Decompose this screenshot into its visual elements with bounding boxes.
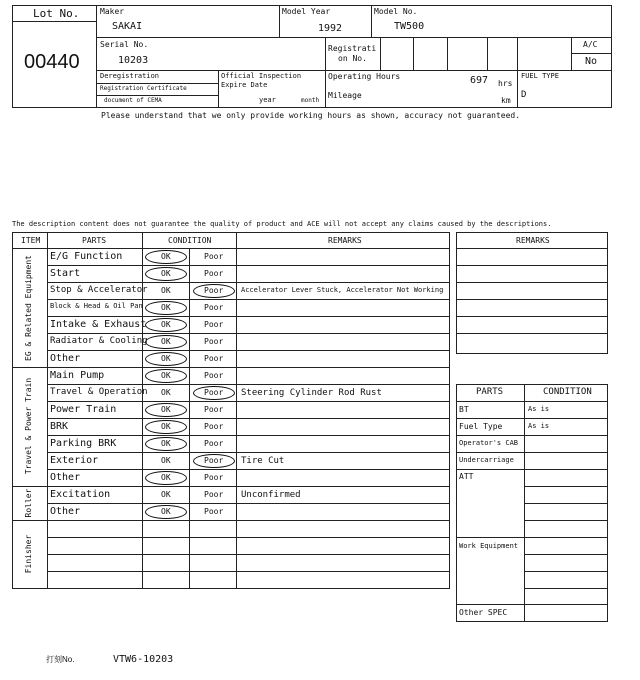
ok-label: OK: [161, 354, 171, 363]
poor-circle-mark: [193, 454, 235, 468]
col-remarks-header: REMARKS: [328, 236, 362, 245]
model-year-value: 1992: [318, 23, 343, 34]
poor-label: Poor: [204, 405, 224, 414]
col-parts-header: PARTS: [82, 236, 107, 245]
operating-hours-label: Operating Hours: [328, 72, 401, 81]
group-label-finisher: Finisher: [24, 534, 33, 574]
condition-header: CONDITION: [543, 387, 592, 397]
ok-label: OK: [161, 286, 171, 295]
table-row-part: Other: [50, 506, 81, 517]
ok-label: OK: [161, 490, 171, 499]
stamp-value: VTW6-10203: [113, 654, 174, 665]
ok-circle-mark: [145, 352, 187, 366]
poor-label: Poor: [204, 320, 224, 329]
ok-circle-mark: [145, 267, 187, 281]
ok-label: OK: [161, 405, 171, 414]
table-row-part: Exterior: [50, 455, 99, 466]
poor-label: Poor: [204, 354, 224, 363]
fuel-type-value: D: [521, 90, 527, 100]
table-row-part: E/G Function: [50, 251, 123, 262]
poor-label: Poor: [204, 473, 224, 482]
stamp-label: 打刻No.: [46, 655, 75, 664]
remarks-table: [456, 232, 608, 354]
deregistration-label: Deregistration: [100, 72, 160, 80]
ac-label: A/C: [583, 40, 598, 49]
table-row-part: Travel & Operation: [50, 387, 148, 397]
operating-hours-value: 697: [470, 75, 489, 86]
work-equipment-label: Work Equipment: [459, 542, 519, 550]
model-no-value: TW500: [394, 21, 425, 32]
poor-label: Poor: [204, 490, 224, 499]
right-part-4: ATT: [459, 472, 474, 481]
table-row-part: Intake & Exhaust: [50, 319, 147, 330]
table-row-part: Other: [50, 353, 81, 364]
ok-circle-mark: [145, 335, 187, 349]
col-item-header: ITEM: [21, 236, 41, 245]
poor-label: Poor: [204, 303, 224, 312]
mileage-label: Mileage: [328, 91, 362, 100]
group-label-roller: Roller: [24, 488, 33, 518]
ok-label: OK: [161, 371, 171, 380]
ok-circle-mark: [145, 505, 187, 519]
group-label-eg: EG & Related Equipment: [24, 255, 33, 361]
notice-text: Please understand that we only provide working hours as shown, accuracy not guaranteed.: [101, 111, 521, 120]
table-row-part: Radiator & Cooling: [50, 336, 148, 346]
serial-label: Serial No.: [100, 40, 149, 49]
lot-label: Lot No.: [33, 7, 80, 20]
ok-label: OK: [161, 456, 171, 465]
ok-label: OK: [161, 269, 171, 278]
cema-label: document of CEMA: [104, 97, 162, 104]
other-spec-label: Other SPEC: [459, 608, 508, 617]
parts-header: PARTS: [476, 387, 504, 397]
ok-label: OK: [161, 252, 171, 261]
maker-value: SAKAI: [112, 21, 143, 32]
ok-circle-mark: [145, 403, 187, 417]
fuel-type-label: FUEL TYPE: [521, 72, 559, 80]
poor-label: Poor: [204, 388, 224, 397]
ok-label: OK: [161, 303, 171, 312]
poor-label: Poor: [204, 507, 224, 516]
ok-circle-mark: [145, 471, 187, 485]
poor-label: Poor: [204, 286, 224, 295]
ok-label: OK: [161, 422, 171, 431]
remarks-header: REMARKS: [516, 236, 550, 245]
ok-circle-mark: [145, 301, 187, 315]
ok-label: OK: [161, 337, 171, 346]
poor-label: Poor: [204, 252, 224, 261]
table-row-part: Block & Head & Oil Pan: [50, 302, 143, 310]
poor-label: Poor: [204, 337, 224, 346]
table-row-remark: Tire Cut: [241, 456, 285, 466]
ok-label: OK: [161, 320, 171, 329]
right-condition-0: As is: [528, 405, 550, 413]
poor-circle-mark: [193, 386, 235, 400]
ac-value: No: [585, 56, 598, 67]
group-label-travel: Travel & Power Train: [24, 377, 33, 475]
ok-circle-mark: [145, 420, 187, 434]
table-row-part: Start: [50, 268, 81, 279]
km-label: km: [501, 96, 511, 105]
table-row-part: Other: [50, 472, 81, 483]
poor-label: Poor: [204, 422, 224, 431]
hrs-label: hrs: [498, 79, 513, 88]
poor-label: Poor: [204, 439, 224, 448]
right-part-2: Operator's CAB: [459, 439, 519, 447]
ok-label: OK: [161, 473, 171, 482]
table-row-part: Parking BRK: [50, 438, 117, 449]
disclaimer-text: The description content does not guarantee the quality of product and ACE will not accept any claims caused by the descriptions.: [12, 220, 552, 228]
ok-label: OK: [161, 439, 171, 448]
poor-label: Poor: [204, 456, 224, 465]
ok-circle-mark: [145, 369, 187, 383]
serial-value: 10203: [118, 55, 149, 66]
table-row-part: Power Train: [50, 404, 117, 415]
right-condition-1: As is: [528, 422, 550, 430]
right-part-3: Undercarriage: [459, 456, 514, 464]
registration-label-2: on No.: [338, 54, 367, 63]
ok-label: OK: [161, 507, 171, 516]
ok-circle-mark: [145, 250, 187, 264]
ok-circle-mark: [145, 437, 187, 451]
ok-label: OK: [161, 388, 171, 397]
ok-circle-mark: [145, 318, 187, 332]
table-row-part: Stop & Accelerator: [50, 285, 148, 295]
table-row-remark: Steering Cylinder Rod Rust: [241, 388, 382, 398]
table-row-part: Excitation: [50, 489, 111, 500]
right-part-1: Fuel Type: [459, 422, 503, 431]
inspection-label-2: Expire Date: [221, 81, 268, 89]
poor-label: Poor: [204, 371, 224, 380]
inspection-label-1: Official Inspection: [221, 72, 302, 80]
registration-label-1: Registrati: [328, 44, 377, 53]
right-part-0: BT: [459, 405, 469, 414]
lot-number: 00440: [24, 51, 80, 73]
table-row-part: BRK: [50, 421, 69, 432]
col-condition-header: CONDITION: [168, 236, 212, 245]
table-row-part: Main Pump: [50, 370, 105, 381]
month-label: month: [301, 97, 320, 104]
model-year-label: Model Year: [282, 7, 331, 16]
table-row-remark: Accelerator Lever Stuck, Accelerator Not Working: [241, 286, 444, 294]
poor-circle-mark: [193, 284, 235, 298]
table-row-remark: Unconfirmed: [241, 490, 301, 500]
year-label: year: [259, 96, 276, 104]
registration-certificate-label: Registration Certificate: [100, 85, 187, 92]
poor-label: Poor: [204, 269, 224, 278]
maker-label: Maker: [100, 7, 125, 16]
model-no-label: Model No.: [374, 7, 418, 16]
